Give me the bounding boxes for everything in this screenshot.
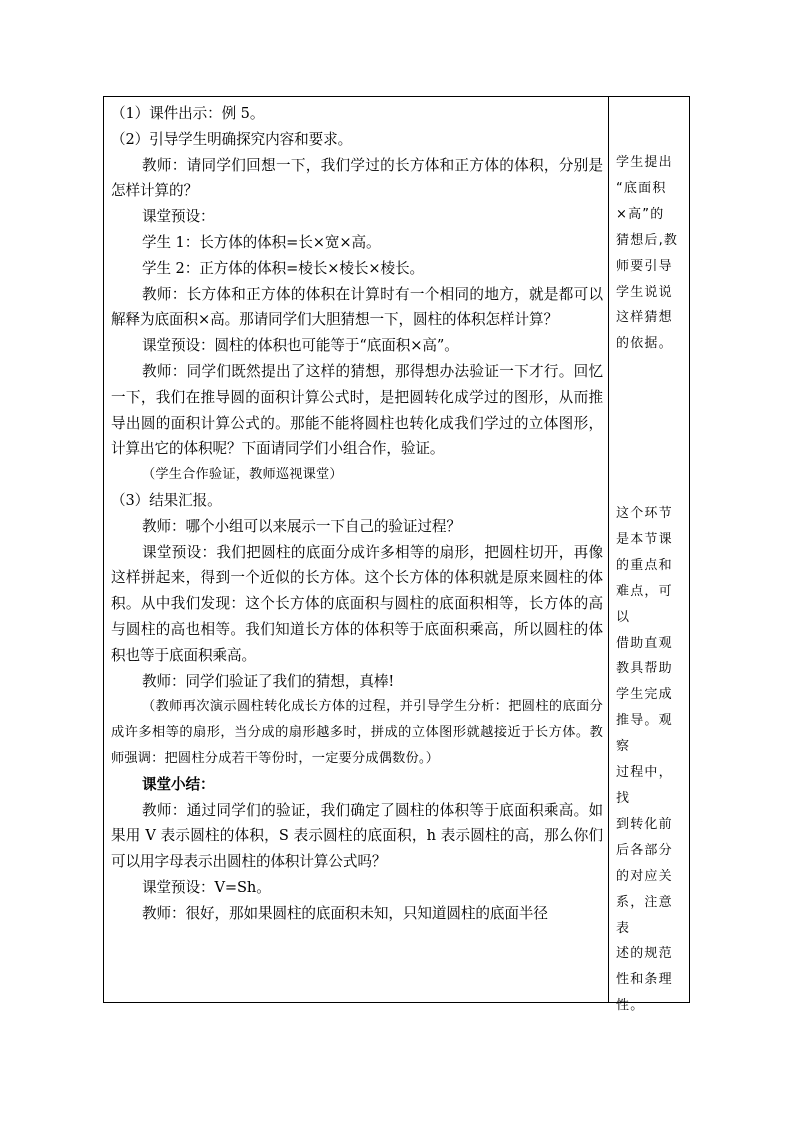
side-note-line: 学生完成 xyxy=(616,687,673,703)
side-note-line: 过程中，找 xyxy=(616,765,673,806)
side-note-line: 性和条理 xyxy=(616,972,673,988)
side-note-line: 这个环节 xyxy=(616,506,673,521)
paragraph: 课堂预设：我们把圆柱的底面分成许多相等的扇形，把圆柱切开，再像这样拼起来，得到一个近似的长方体。这个长方体的体积就是原来圆柱的体积。从中我们发现：这个长方体的底面积与圆柱的底面积相等，长方体的高与圆柱的高也相等。我们知道长方体的体积等于底面积乘高，所以圆柱的体积也等于底面积乘高。 xyxy=(111,543,603,664)
paragraph: 课堂预设：圆柱的体积也可能等于“底面积×高”。 xyxy=(142,337,459,355)
side-note-line: 教具帮助 xyxy=(616,661,673,677)
side-note-line: 述的规范 xyxy=(616,946,673,962)
teacher-note: （教师再次演示圆柱转化成长方体的过程，并引导学生分析：把圆柱的底面分成许多相等的扇形，当分成的扇形越多时，拼成的立体图形就越接近于长方体。教师强调：把圆柱分成若干等份时，一定要分成偶数份。） xyxy=(111,699,603,766)
lesson-table xyxy=(103,96,690,1014)
section-heading: 课堂小结： xyxy=(142,775,215,793)
side-note-line: 学生提出 xyxy=(616,155,673,170)
paragraph: 学生 1：长方体的体积=长×宽×高。 xyxy=(142,233,381,251)
side-note-line: 到转化前 xyxy=(616,816,673,832)
paragraph: 教师：同学们既然提出了这样的猜想，那得想办法验证一下才行。回忆一下，我们在推导圆的面积计算公式时，是把圆转化成学过的图形，从而推导出圆的面积计算公式的。那能不能将圆柱也转化成我们学过的立体图形，计算出它的体积呢？下面请同学们小组合作，验证。 xyxy=(111,362,603,458)
side-note-2 xyxy=(616,501,686,1019)
side-note-line: 这样猜想 xyxy=(616,310,673,326)
paragraph: （2）引导学生明确探究内容和要求。 xyxy=(111,130,353,148)
paragraph: 课堂预设：V=Sh。 xyxy=(142,878,271,896)
side-note-line: 借助直观 xyxy=(616,635,673,651)
side-note-line: “底面积 xyxy=(616,180,667,196)
paragraph: 课堂预设： xyxy=(142,208,215,226)
side-note-line: 的依据。 xyxy=(616,336,673,352)
side-note-line: ×高”的 xyxy=(616,206,665,222)
teacher-note: （学生合作验证，教师巡视课堂） xyxy=(142,467,343,483)
side-note-line: 性。 xyxy=(616,998,645,1014)
side-note-line: 的对应关 xyxy=(616,868,673,884)
paragraph: 教师：很好，那如果圆柱的底面积未知，只知道圆柱的底面半径 xyxy=(142,904,548,922)
paragraph: 学生 2：正方体的体积=棱长×棱长×棱长。 xyxy=(142,259,425,277)
side-note-1 xyxy=(616,150,686,357)
paragraph: （3）结果汇报。 xyxy=(111,491,222,509)
column-divider xyxy=(608,97,609,1002)
side-note-line: 学生说说 xyxy=(616,284,673,300)
paragraph: 教师：长方体和正方体的体积在计算时有一个相同的地方，就是都可以解释为底面积×高。那请同学们大胆猜想一下，圆柱的体积怎样计算？ xyxy=(111,285,603,329)
paragraph: 教师：哪个小组可以来展示一下自己的验证过程？ xyxy=(142,517,461,535)
paragraph: （1）课件出示：例 5。 xyxy=(111,105,265,122)
side-note-line: 难点，可以 xyxy=(616,583,673,625)
side-note-line: 猜想后,教 xyxy=(616,232,679,248)
lesson-content xyxy=(111,101,603,927)
side-note-line: 推导。观察 xyxy=(616,713,673,755)
paragraph: 教师：通过同学们的验证，我们确定了圆柱的体积等于底面积乘高。如果用 V 表示圆柱的体积，S 表示圆柱的底面积，h 表示圆柱的高，那么你们可以用字母表示出圆柱的体积计算公式吗？ xyxy=(111,801,603,871)
side-note-line: 的重点和 xyxy=(616,557,673,573)
paragraph: 教师：同学们验证了我们的猜想，真棒! xyxy=(142,672,395,690)
side-note-line: 系，注意表 xyxy=(616,894,673,936)
side-note-line: 师要引导 xyxy=(616,258,673,274)
paragraph: 教师：请同学们回想一下，我们学过的长方体和正方体的体积，分别是怎样计算的？ xyxy=(111,156,603,200)
side-note-line: 是本节课 xyxy=(616,531,673,547)
side-note-line: 后各部分 xyxy=(616,842,673,858)
